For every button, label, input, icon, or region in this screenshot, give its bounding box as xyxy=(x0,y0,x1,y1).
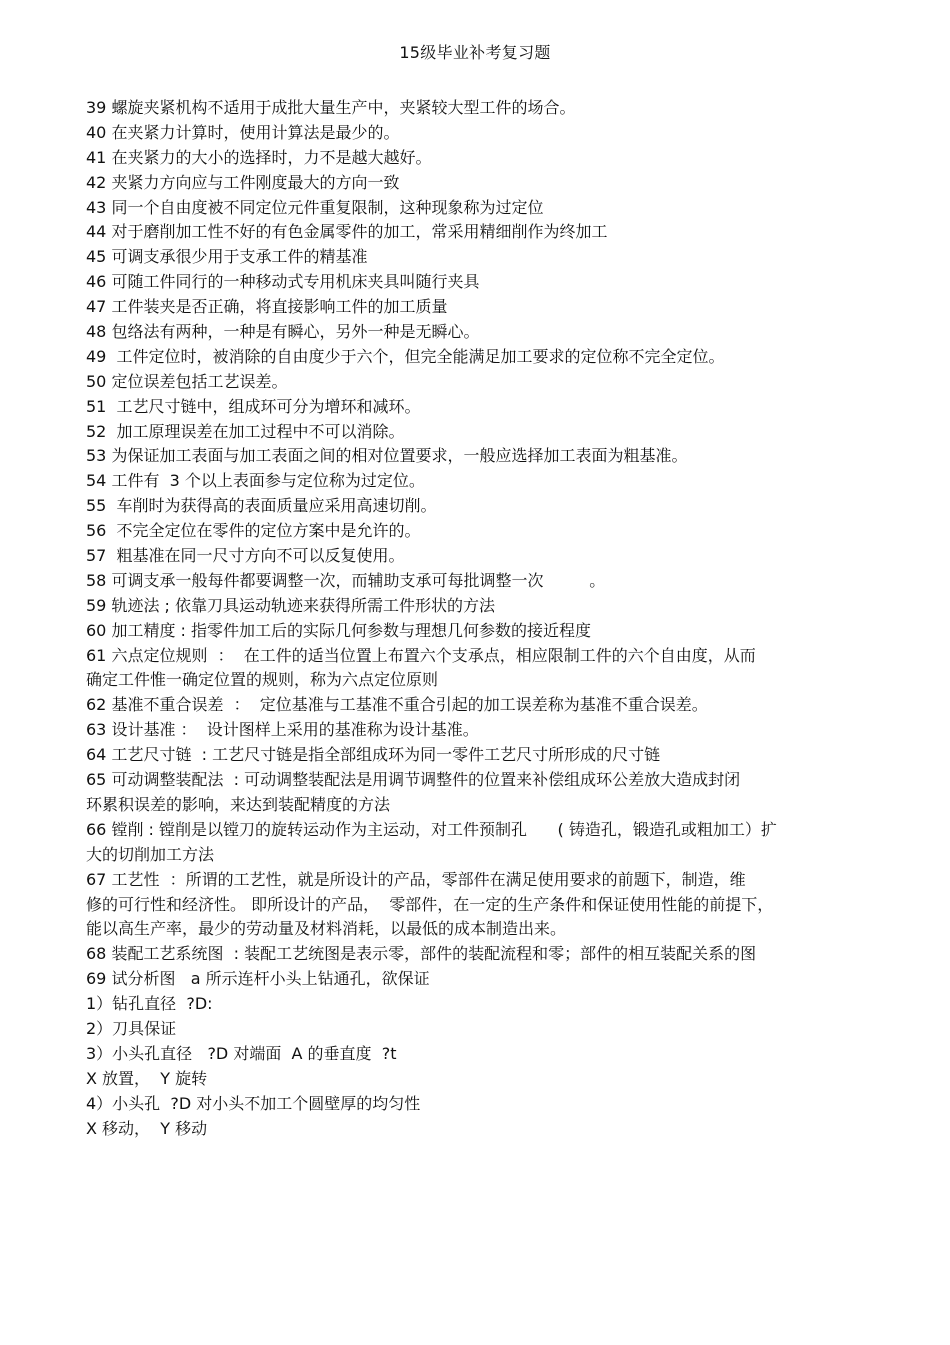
text-line: 4）小头孔 ?D 对小头不加工个圆壁厚的均匀性 xyxy=(86,1093,421,1113)
text-line: 51 工艺尺寸链中，组成环可分为增环和减环。 xyxy=(86,396,421,416)
text-line: 环累积误差的影响，来达到装配精度的方法 xyxy=(86,794,391,814)
text-line: 1）钻孔直径 ?D: xyxy=(86,994,213,1014)
text-line: 50 定位误差包括工艺误差。 xyxy=(86,371,288,391)
text-line: 57 粗基准在同一尺寸方向不可以反复使用。 xyxy=(86,546,405,566)
text-line: 43 同一个自由度被不同定位元件重复限制，这种现象称为过定位 xyxy=(86,197,544,217)
text-line: 64 工艺尺寸链 : 工艺尺寸链是指全部组成环为同一零件工艺尺寸所形成的尺寸链 xyxy=(86,745,661,765)
text-line: 41 在夹紧力的大小的选择时，力不是越大越好。 xyxy=(86,147,432,167)
page-title: 15级毕业补考复习题 xyxy=(399,43,551,62)
text-line: 45 可调支承很少用于支承工件的精基准 xyxy=(86,247,368,267)
text-line: 68 装配工艺系统图 : 装配工艺统图是表示零，部件的装配流程和零；部件的相互装配关系的图 xyxy=(86,944,757,964)
text-line: 60 加工精度 : 指零件加工后的实际几何参数与理想几何参数的接近程度 xyxy=(86,620,592,640)
text-line: 59 轨迹法 ; 依靠刀具运动轨迹来获得所需工件形状的方法 xyxy=(86,595,496,615)
text-line: 44 对于磨削加工性不好的有色金属零件的加工，常采用精细削作为终加工 xyxy=(86,222,608,242)
text-line: 62 基准不重合误差 ： 定位基准与工基准不重合引起的加工误差称为基准不重合误差。 xyxy=(86,695,708,715)
text-line: 69 试分析图 a 所示连杆小头上钻通孔，欲保证 xyxy=(86,969,430,989)
text-line: 大的切削加工方法 xyxy=(86,844,215,864)
text-line: 47 工件装夹是否正确，将直接影响工件的加工质量 xyxy=(86,297,448,317)
text-line: 能以高生产率，最少的劳动量及材料消耗，以最低的成本制造出来。 xyxy=(86,919,567,939)
text-line: 39 螺旋夹紧机构不适用于成批大量生产中，夹紧较大型工件的场合。 xyxy=(86,98,576,117)
text-line: 65 可动调整装配法 : 可动调整装配法是用调节调整件的位置来补偿组成环公差放大造成封闭 xyxy=(86,770,741,790)
text-line: 49 工件定位时，被消除的自由度少于六个，但完全能满足加工要求的定位称不完全定位。 xyxy=(86,346,725,366)
text-line: 63 设计基准 ： 设计图样上采用的基准称为设计基准。 xyxy=(86,720,479,740)
text-line: 48 包络法有两种，一种是有瞬心，另外一种是无瞬心。 xyxy=(86,322,480,342)
text-line: 52 加工原理误差在加工过程中不可以消除。 xyxy=(86,421,405,441)
text-line: 55 车削时为获得高的表面质量应采用高速切削。 xyxy=(86,496,437,516)
text-line: 3）小头孔直径 ?D 对端面 A 的垂直度 ?t xyxy=(86,1043,397,1063)
text-body xyxy=(86,96,876,1141)
text-line: 61 六点定位规则 ： 在工件的适当位置上布置六个支承点，相应限制工件的六个自由度，从而 xyxy=(86,645,756,665)
text-line: X 移动， Y 移动 xyxy=(86,1118,208,1138)
text-line: 66 镗削 : 镗削是以镗刀的旋转运动作为主运动，对工件预制孔 ( 铸造孔，锻造孔或粗加工）扩 xyxy=(86,819,777,839)
text-line: 40 在夹紧力计算时，使用计算法是最少的。 xyxy=(86,122,400,142)
text-line: 确定工件惟一确定位置的规则，称为六点定位原则 xyxy=(86,670,439,690)
text-line: 56 不完全定位在零件的定位方案中是允许的。 xyxy=(86,521,421,541)
text-line: 54 工件有 3 个以上表面参与定位称为过定位。 xyxy=(86,471,425,491)
text-line: 46 可随工件同行的一种移动式专用机床夹具叫随行夹具 xyxy=(86,272,480,292)
text-line: 53 为保证加工表面与加工表面之间的相对位置要求，一般应选择加工表面为粗基准。 xyxy=(86,446,688,466)
text-line: 2）刀具保证 xyxy=(86,1018,177,1038)
text-line: 42 夹紧力方向应与工件刚度最大的方向一致 xyxy=(86,172,400,192)
text-line: 修的可行性和经济性。 即所设计的产品， 零部件，在一定的生产条件和保证使用性能的前提下， xyxy=(86,894,774,914)
text-line: 58 可调支承一般每件都要调整一次，而辅助支承可每批调整一次 。 xyxy=(86,570,606,590)
text-line: 67 工艺性 ：所谓的工艺性，就是所设计的产品，零部件在满足使用要求的前题下，制造，维 xyxy=(86,869,746,889)
text-line: X 放置， Y 旋转 xyxy=(86,1068,208,1088)
